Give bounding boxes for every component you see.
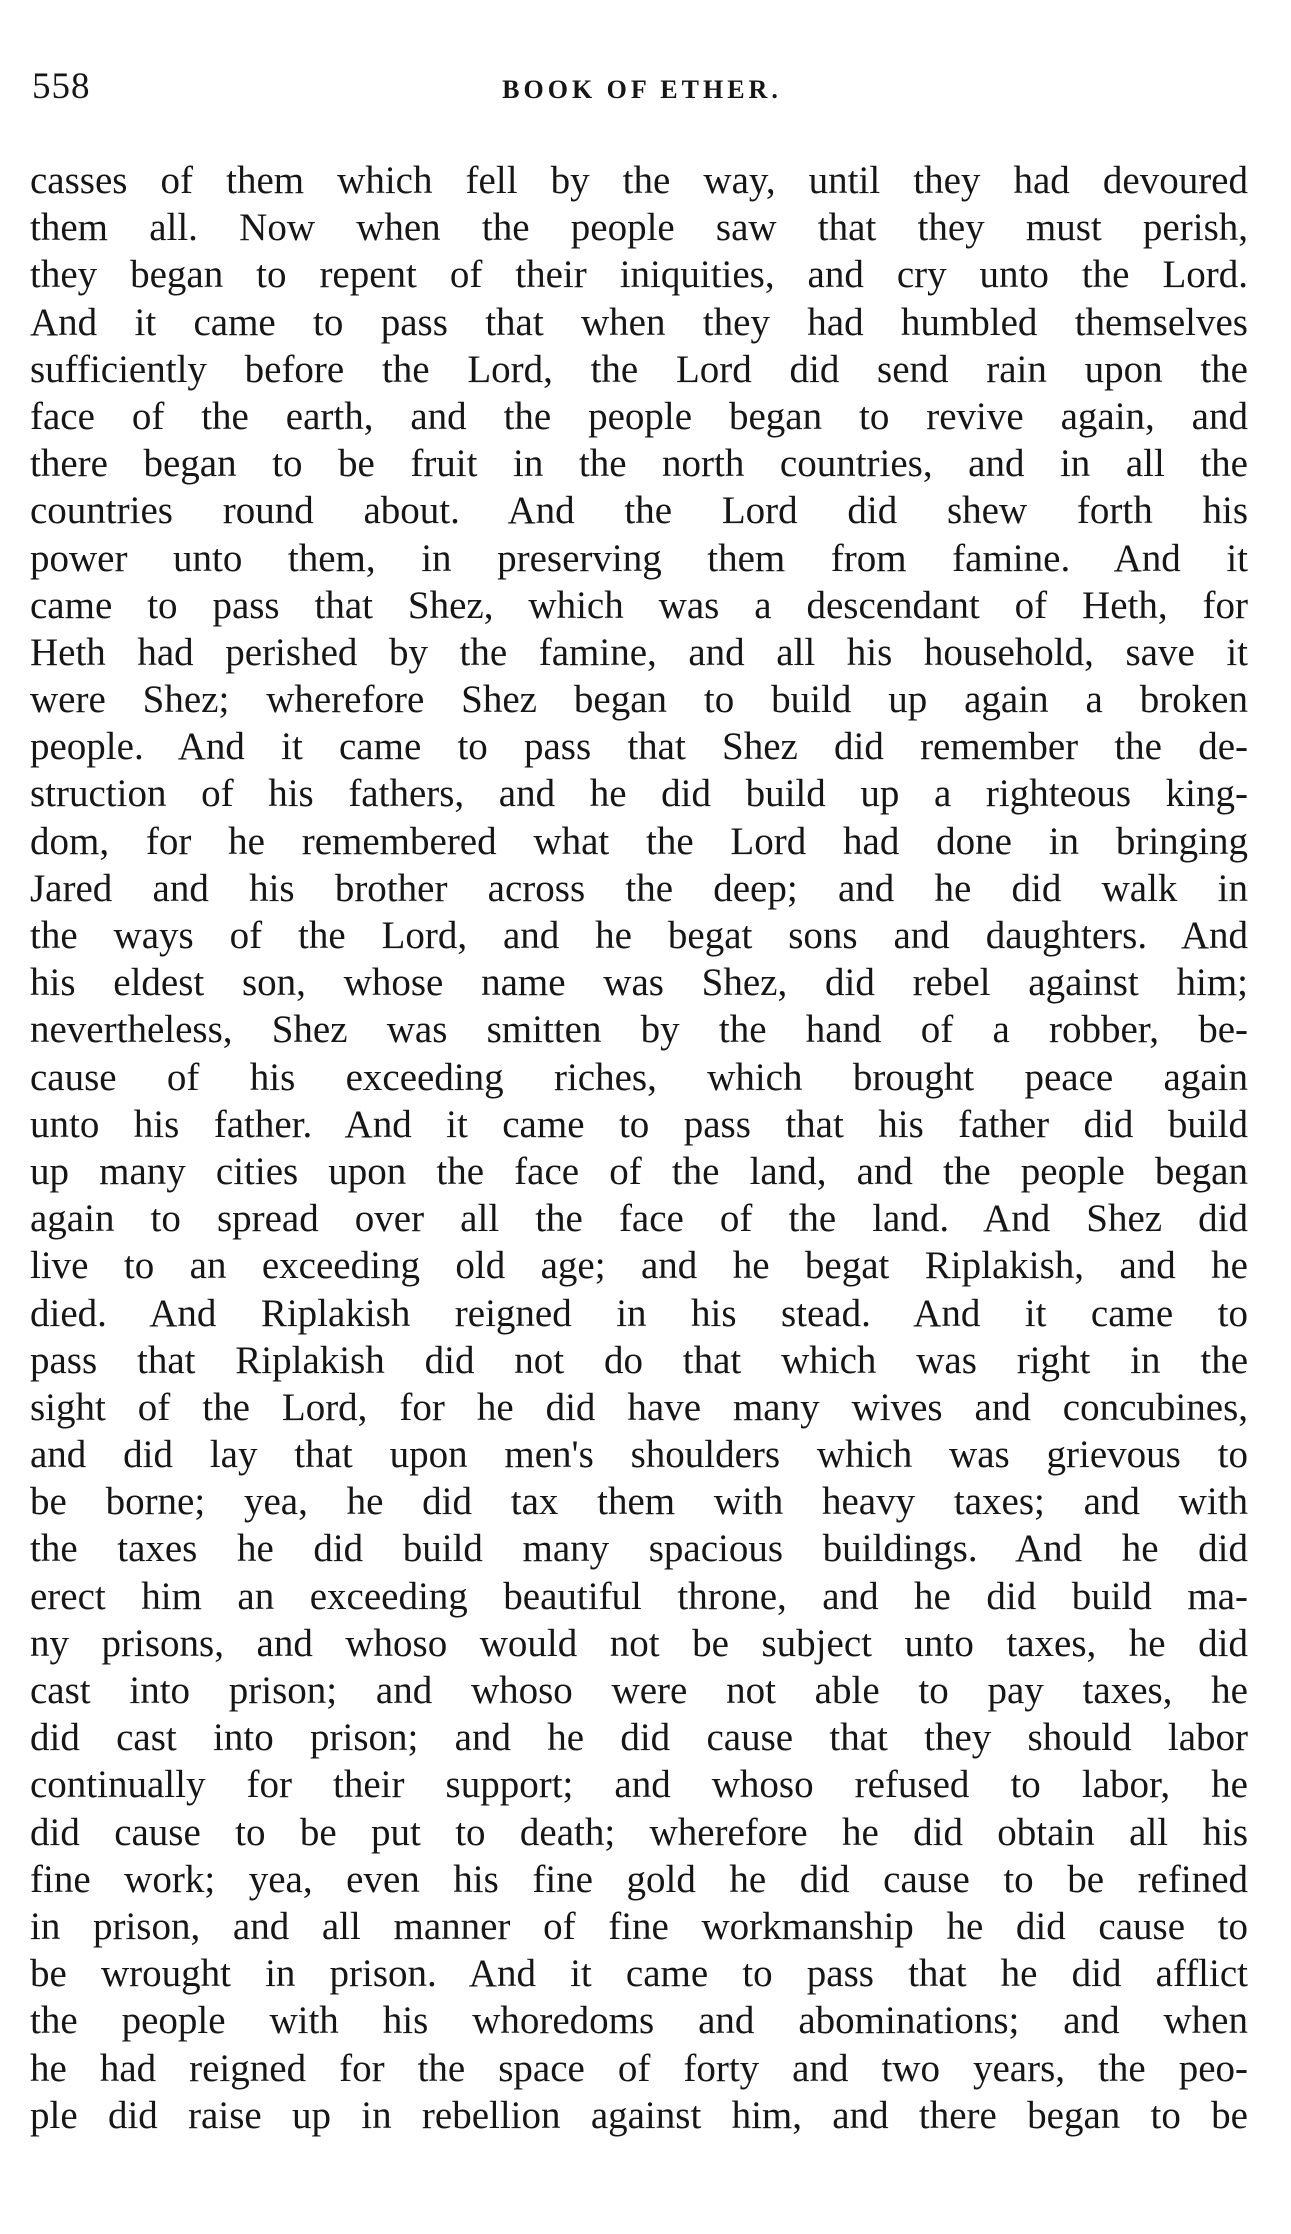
- text-line: he had reigned for the space of forty and two years, the peo-: [30, 2046, 1248, 2090]
- text-line: they began to repent of their iniquities, and cry unto the Lord.: [30, 253, 1248, 297]
- text-line: face of the earth, and the people began to revive again, and: [30, 394, 1248, 438]
- text-line: there began to be fruit in the north countries, and in all the: [30, 442, 1248, 486]
- text-line: Heth had perished by the famine, and all his household, save it: [30, 630, 1248, 674]
- text-line: did cast into prison; and he did cause that they should labor: [30, 1716, 1248, 1760]
- text-line: be borne; yea, he did tax them with heavy taxes; and with: [30, 1480, 1248, 1524]
- text-line: continually for their support; and whoso refused to labor, he: [30, 1763, 1248, 1807]
- text-line: sight of the Lord, for he did have many wives and concubines,: [30, 1385, 1248, 1429]
- text-line: fine work; yea, even his fine gold he did cause to be refined: [30, 1857, 1248, 1901]
- text-line: his eldest son, whose name was Shez, did rebel against him;: [30, 961, 1248, 1005]
- text-line: be wrought in prison. And it came to pass that he did afflict: [30, 1952, 1248, 1996]
- text-line: in prison, and all manner of fine workmanship he did cause to: [30, 1904, 1248, 1948]
- text-line: Jared and his brother across the deep; and he did walk in: [30, 866, 1248, 910]
- text-line: again to spread over all the face of the land. And Shez did: [30, 1197, 1248, 1241]
- text-line: power unto them, in preserving them from famine. And it: [30, 536, 1248, 580]
- text-line: cause of his exceeding riches, which brought peace again: [30, 1055, 1248, 1099]
- text-line: did cause to be put to death; wherefore he did obtain all his: [30, 1810, 1248, 1854]
- text-line: cast into prison; and whoso were not able to pay taxes, he: [30, 1669, 1248, 1712]
- text-line: erect him an exceeding beautiful throne, and he did build ma-: [30, 1574, 1248, 1618]
- text-line: came to pass that Shez, which was a descendant of Heth, for: [30, 583, 1248, 627]
- text-line: sufficiently before the Lord, the Lord did send rain upon the: [30, 347, 1248, 391]
- text-line: struction of his fathers, and he did build up a righteous king-: [30, 772, 1248, 816]
- text-line: died. And Riplakish reigned in his stead. And it came to: [30, 1291, 1248, 1335]
- text-line: pass that Riplakish did not do that which was right in the: [30, 1338, 1248, 1382]
- text-line: were Shez; wherefore Shez began to build up again a broken: [30, 678, 1248, 722]
- text-line: unto his father. And it came to pass that his father did build: [30, 1102, 1248, 1146]
- text-line: people. And it came to pass that Shez did remember the de-: [30, 725, 1248, 769]
- text-line: and did lay that upon men's shoulders which was grievous to: [30, 1433, 1248, 1477]
- text-line: them all. Now when the people saw that they must perish,: [30, 206, 1248, 250]
- running-title: BOOK OF ETHER.: [502, 75, 782, 104]
- text-line: dom, for he remembered what the Lord had done in bringing: [30, 819, 1248, 863]
- text-line: countries round about. And the Lord did shew forth his: [30, 489, 1248, 533]
- text-line: casses of them which fell by the way, until they had devoured: [30, 159, 1248, 202]
- text-line: ple did raise up in rebellion against him, and there began to be: [30, 2093, 1248, 2137]
- text-line: the ways of the Lord, and he begat sons and daughters. And: [30, 914, 1248, 957]
- text-line: up many cities upon the face of the land, and the people began: [30, 1149, 1248, 1193]
- text-line: live to an exceeding old age; and he begat Riplakish, and he: [30, 1244, 1248, 1288]
- text-line: the people with his whoredoms and abominations; and when: [30, 1999, 1248, 2043]
- text-line: And it came to pass that when they had humbled themselves: [30, 300, 1248, 344]
- text-line: nevertheless, Shez was smitten by the hand of a robber, be-: [30, 1008, 1248, 1052]
- text-line: ny prisons, and whoso would not be subject unto taxes, he did: [30, 1621, 1248, 1665]
- page-header: [32, 62, 1252, 112]
- body-text: [30, 157, 1248, 2139]
- text-line: the taxes he did build many spacious buildings. And he did: [30, 1527, 1248, 1571]
- page-number: 558: [32, 66, 91, 107]
